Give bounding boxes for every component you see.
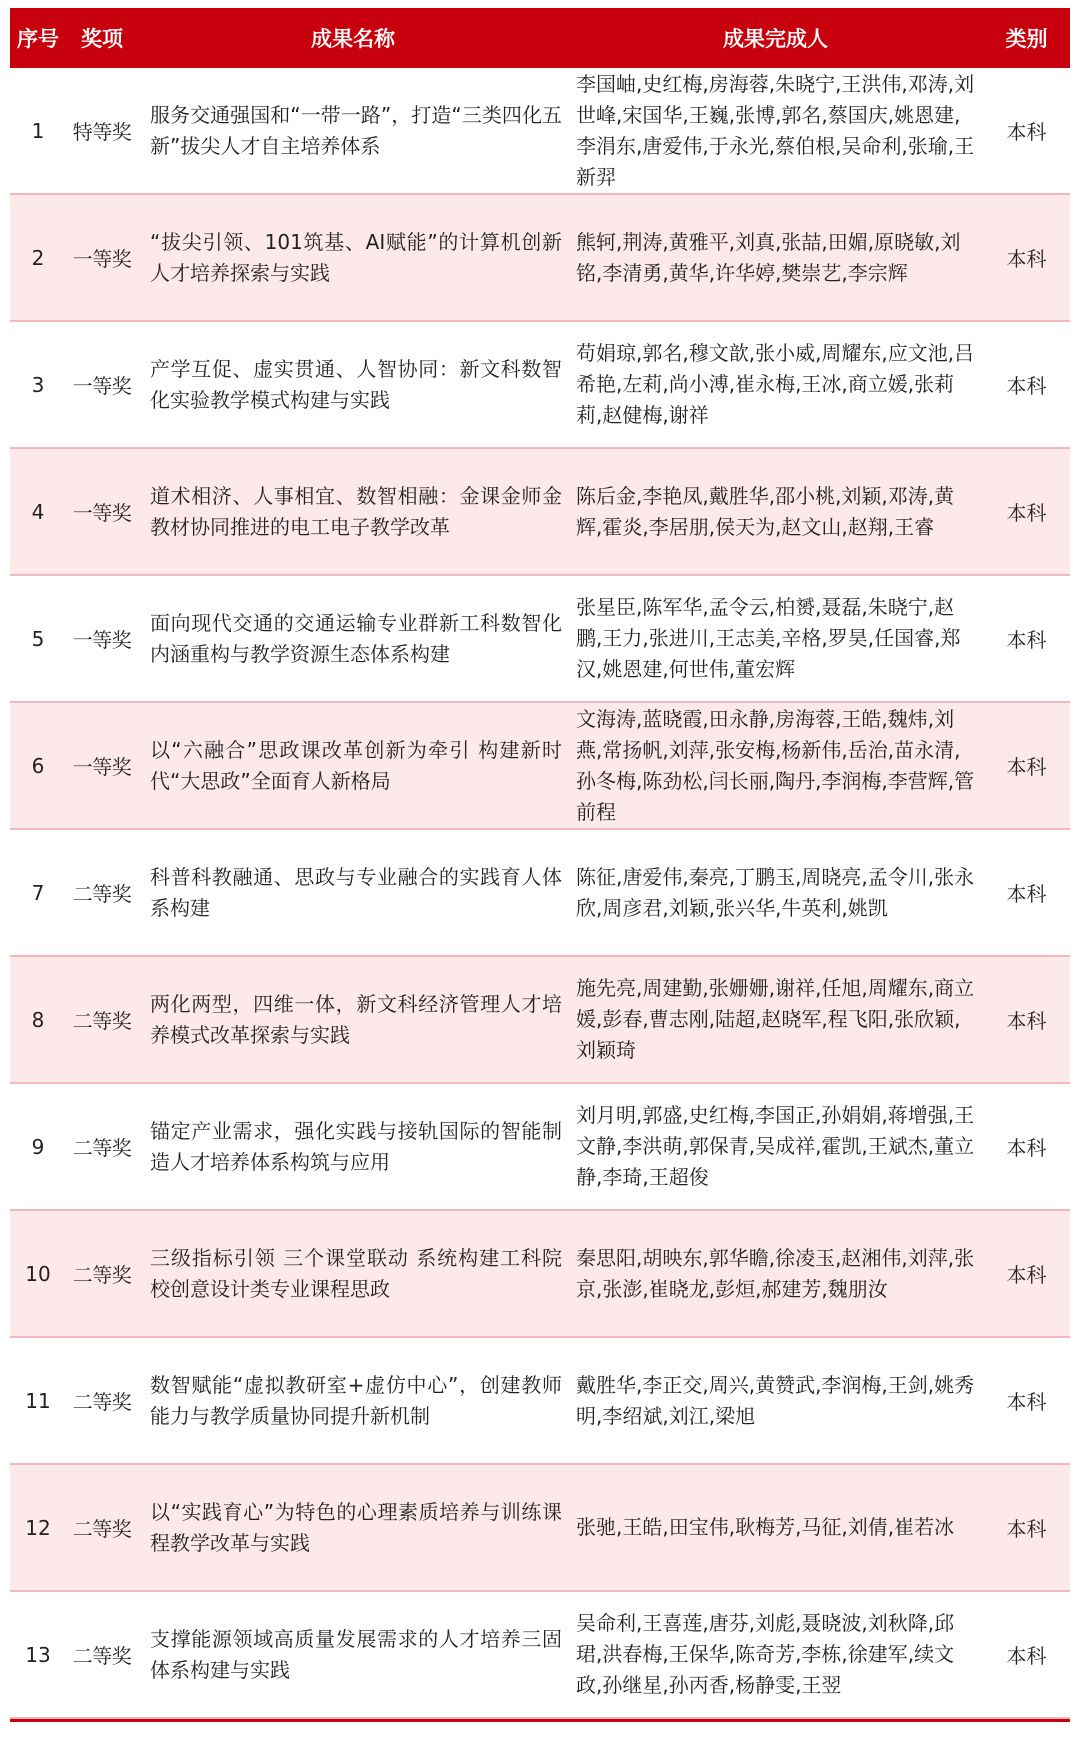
row-award: 一等奖	[72, 755, 132, 779]
row-award: 二等奖	[72, 1263, 132, 1287]
row-name: 以“实践育心”为特色的心理素质培养与训练课程教学改革与实践	[150, 1499, 562, 1555]
row-no: 3	[31, 372, 45, 397]
row-people: 熊轲,荆涛,黄雅平,刘真,张喆,田媚,原晓敏,刘铭,李清勇,黄华,许华婷,樊崇艺,李宗辉	[576, 229, 961, 285]
row-type: 本科	[1006, 1517, 1047, 1541]
row-award: 二等奖	[72, 1009, 132, 1033]
row-no: 4	[31, 499, 45, 524]
row-no: 6	[31, 753, 45, 778]
row-no: 11	[25, 1388, 51, 1413]
row-award: 一等奖	[72, 628, 132, 652]
row-type: 本科	[1006, 1136, 1047, 1160]
row-name: 三级指标引领 三个课堂联动 系统构建工科院校创意设计类专业课程思政	[150, 1245, 562, 1301]
row-name: 支撑能源领域高质量发展需求的人才培养三固体系构建与实践	[150, 1626, 562, 1682]
table-row	[10, 195, 1070, 322]
row-name: “拔尖引领、101筑基、AI赋能”的计算机创新人才培养探索与实践	[150, 229, 562, 285]
row-award: 二等奖	[72, 1136, 132, 1160]
table-row	[10, 1592, 1070, 1719]
header-award: 奖项	[81, 27, 123, 51]
table-row	[10, 1338, 1070, 1465]
header-name: 成果名称	[311, 27, 395, 51]
row-name: 道术相济、人事相宜、数智相融：金课金师金教材协同推进的电工电子教学改革	[150, 483, 562, 539]
row-people: 文海涛,蓝晓霞,田永静,房海蓉,王皓,魏炜,刘燕,常扬帆,刘萍,张安梅,杨新伟,岳治,苗永清,孙冬梅,陈劲松,闫长丽,陶丹,李润梅,李营辉,管前程	[576, 706, 975, 824]
table-row	[10, 576, 1070, 703]
row-award: 一等奖	[72, 374, 132, 398]
row-no: 5	[31, 626, 45, 651]
row-type: 本科	[1006, 120, 1047, 144]
row-name: 科普科教融通、思政与专业融合的实践育人体系构建	[150, 864, 562, 920]
table-row	[10, 703, 1070, 830]
row-people: 戴胜华,李正交,周兴,黄赞武,李润梅,王剑,姚秀明,李绍斌,刘江,梁旭	[576, 1372, 975, 1428]
row-type: 本科	[1006, 882, 1047, 906]
row-no: 8	[31, 1007, 45, 1032]
row-people: 秦思阳,胡映东,郭华瞻,徐凌玉,赵湘伟,刘萍,张京,张澎,崔晓龙,彭烜,郝建芳,魏朋汝	[576, 1245, 975, 1301]
row-no: 10	[25, 1261, 51, 1286]
table-header	[10, 8, 1070, 68]
row-type: 本科	[1006, 1644, 1047, 1668]
row-people: 陈征,唐爱伟,秦亮,丁鹏玉,周晓亮,孟令川,张永欣,周彦君,刘颖,张兴华,牛英利,姚凯	[576, 864, 975, 920]
row-name: 两化两型，四维一体，新文科经济管理人才培养模式改革探索与实践	[150, 991, 562, 1047]
header-type: 类别	[1005, 27, 1048, 51]
row-no: 7	[31, 880, 45, 905]
row-no: 12	[25, 1515, 51, 1540]
table-row	[10, 1465, 1070, 1592]
row-name: 面向现代交通的交通运输专业群新工科数智化内涵重构与教学资源生态体系构建	[150, 610, 562, 666]
row-award: 二等奖	[72, 1517, 132, 1541]
row-people: 李国岫,史红梅,房海蓉,朱晓宁,王洪伟,邓涛,刘世峰,宋国华,王巍,张博,郭名,蔡国庆,姚恩建,李涓东,唐爱伟,于永光,蔡伯根,吴命利,张瑜,王新羿	[576, 71, 975, 189]
row-type: 本科	[1006, 374, 1047, 398]
table-row	[10, 449, 1070, 576]
row-people: 陈后金,李艳凤,戴胜华,邵小桃,刘颖,邓涛,黄辉,霍炎,李居朋,侯天为,赵文山,赵翔,王睿	[576, 483, 955, 539]
table-row	[10, 1211, 1070, 1338]
row-award: 一等奖	[72, 501, 132, 525]
table-row	[10, 830, 1070, 957]
row-type: 本科	[1006, 501, 1047, 525]
row-type: 本科	[1006, 755, 1047, 779]
row-people: 张驰,王皓,田宝伟,耿梅芳,马征,刘倩,崔若冰	[576, 1515, 955, 1539]
row-type: 本科	[1006, 1263, 1047, 1287]
table-row	[10, 1084, 1070, 1211]
table-row	[10, 957, 1070, 1084]
row-type: 本科	[1006, 1390, 1047, 1414]
row-name: 数智赋能“虚拟教研室+虚仿中心”，创建教师能力与教学质量协同提升新机制	[150, 1372, 562, 1428]
row-name: 锚定产业需求，强化实践与接轨国际的智能制造人才培养体系构筑与应用	[150, 1118, 562, 1174]
table-row	[10, 68, 1070, 195]
row-name: 产学互促、虚实贯通、人智协同：新文科数智化实验教学模式构建与实践	[150, 356, 562, 412]
row-no: 1	[31, 118, 45, 143]
row-type: 本科	[1006, 1009, 1047, 1033]
row-no: 9	[31, 1134, 45, 1159]
header-people: 成果完成人	[723, 27, 828, 51]
row-people: 吴命利,王喜莲,唐芬,刘彪,聂晓波,刘秋降,邱珺,洪春梅,王保华,陈奇芳,李栋,徐建军,续文政,孙继星,孙丙香,杨静雯,王翌	[576, 1611, 955, 1697]
row-award: 二等奖	[72, 1390, 132, 1414]
table-row	[10, 322, 1070, 449]
row-people: 刘月明,郭盛,史红梅,李国正,孙娟娟,蒋增强,王文静,李洪萌,郭保青,吴成祥,霍凯,王斌杰,董立静,李琦,王超俊	[576, 1103, 975, 1189]
row-type: 本科	[1006, 628, 1047, 652]
row-name: 以“六融合”思政课改革创新为牵引 构建新时代“大思政”全面育人新格局	[150, 737, 562, 793]
row-award: 二等奖	[72, 882, 132, 906]
row-award: 一等奖	[72, 247, 132, 271]
row-people: 张星臣,陈军华,孟令云,柏赟,聂磊,朱晓宁,赵鹏,王力,张进川,王志美,辛格,罗昊,任国睿,郑汉,姚恩建,何世伟,董宏辉	[576, 595, 961, 681]
header-no: 序号	[17, 27, 59, 51]
row-no: 13	[25, 1642, 51, 1667]
awards-table	[10, 8, 1070, 1722]
table-bottom-border	[10, 1719, 1070, 1722]
row-type: 本科	[1006, 247, 1047, 271]
row-name: 服务交通强国和“一带一路”，打造“三类四化五新”拔尖人才自主培养体系	[150, 102, 562, 158]
row-people: 苟娟琼,郭名,穆文歆,张小威,周耀东,应文池,吕希艳,左莉,尚小溥,崔永梅,王冰,商立媛,张莉莉,赵健梅,谢祥	[576, 341, 975, 427]
row-people: 施先亮,周建勤,张姗姗,谢祥,任旭,周耀东,商立媛,彭春,曹志刚,陆超,赵晓军,程飞阳,张欣颖,刘颖琦	[576, 976, 975, 1062]
row-award: 二等奖	[72, 1644, 132, 1668]
row-no: 2	[31, 245, 45, 270]
row-award: 特等奖	[72, 120, 132, 144]
